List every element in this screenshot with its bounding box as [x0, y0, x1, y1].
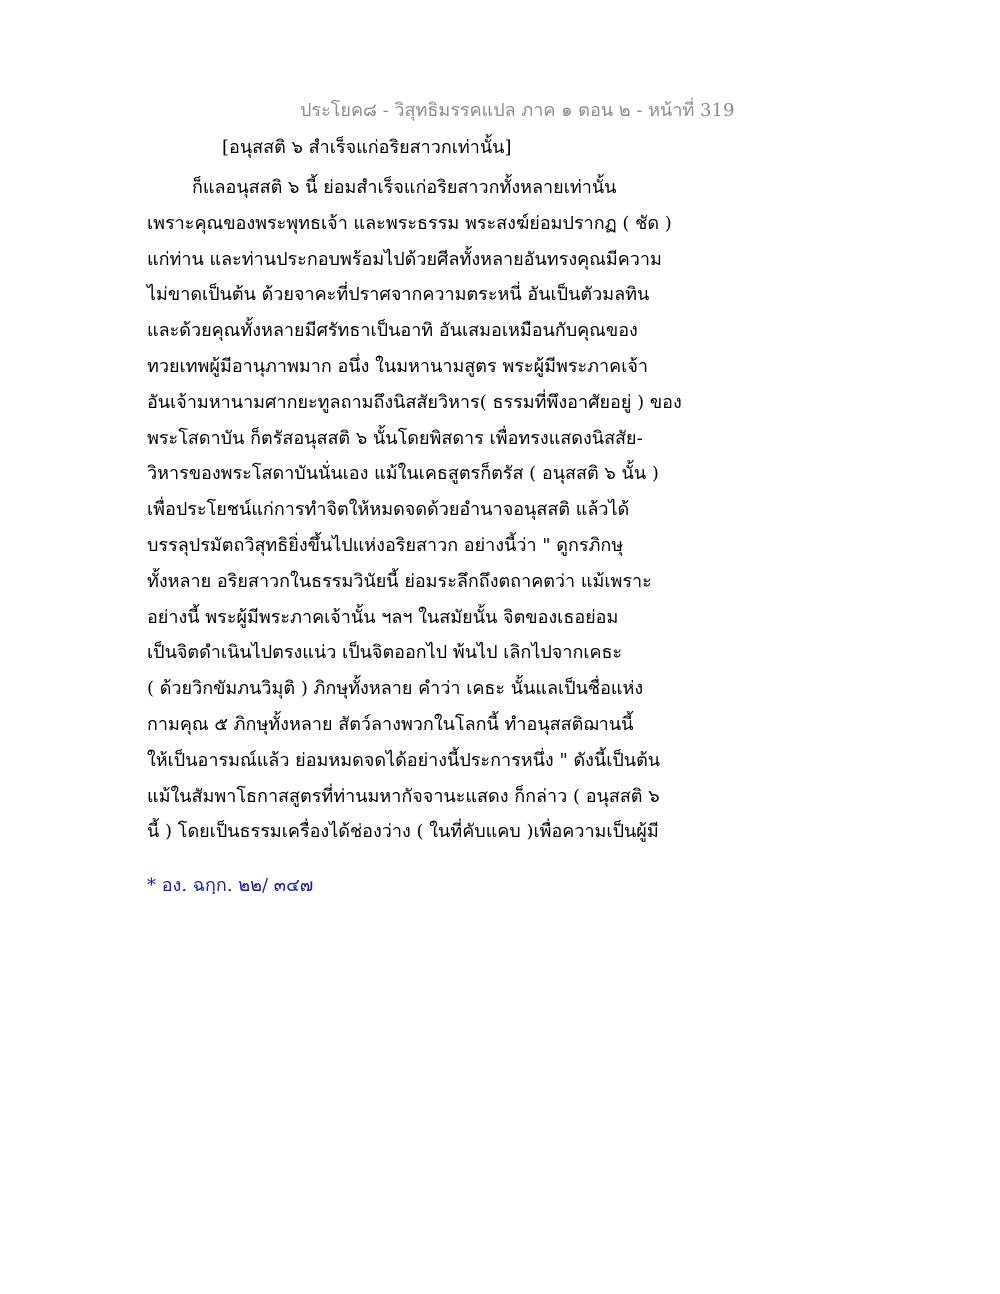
- body-line: ไม่ขาดเป็นต้น ด้วยจาคะที่ปราศจากความตระหนี่ อันเป็นตัวมลทิน: [147, 284, 650, 306]
- body-line: แม้ในสัมพาโธกาสสูตรที่ท่านมหากัจจานะแสดง ก็กล่าว ( อนุสสติ ๖: [147, 785, 660, 807]
- body-line: และด้วยคุณทั้งหลายมีศรัทธาเป็นอาทิ อันเสมอเหมือนกับคุณของ: [147, 320, 638, 342]
- body-line: ทั้งหลาย อริยสาวกในธรรมวินัยนี้ ย่อมระลึกถึงตถาคตว่า แม้เพราะ: [147, 570, 652, 592]
- body-line: นี้ ) โดยเป็นธรรมเครื่องได้ช่องว่าง ( ในที่คับแคบ )เพื่อความเป็นผู้มี: [147, 821, 659, 843]
- body-line: แก่ท่าน และท่านประกอบพร้อมไปด้วยศีลทั้งหลายอันทรงคุณมีความ: [147, 248, 662, 270]
- body-line: วิหารของพระโสดาบันนั่นเอง แม้ในเคธสูตรก็ตรัส ( อนุสสติ ๖ นั้น ): [147, 463, 659, 485]
- body-line: เป็นจิตดำเนินไปตรงแน่ว เป็นจิตออกไป พ้นไป เลิกไปจากเคธะ: [147, 642, 623, 664]
- body-line: บรรลุปรมัตถวิสุทธิยิ่งขึ้นไปแห่งอริยสาวก อย่างนี้ว่า " ดูกรภิกษุ: [147, 534, 624, 556]
- body-line: ( ด้วยวิกขัมภนวิมุติ ) ภิกษุทั้งหลาย คำว่า เคธะ นั้นแลเป็นชื่อแห่ง: [147, 678, 644, 700]
- body-paragraph: [147, 170, 682, 850]
- body-line: ก็แลอนุสสติ ๖ นี้ ย่อมสำเร็จแก่อริยสาวกทั้งหลายเท่านั้น: [192, 177, 617, 198]
- footnote-reference: * อง. ฉกฺก. ๒๒/ ๓๔๗: [147, 875, 314, 896]
- body-line: อันเจ้ามหานามศากยะทูลถามถึงนิสสัยวิหาร( ธรรมที่พึงอาศัยอยู่ ) ของ: [147, 391, 682, 413]
- body-line: พระโสดาบัน ก็ตรัสอนุสสติ ๖ นั้นโดยพิสดาร เพื่อทรงแสดงนิสสัย-: [147, 427, 643, 449]
- section-title: [อนุสสติ ๖ สำเร็จแก่อริยสาวกเท่านั้น]: [222, 137, 512, 158]
- body-line: กามคุณ ๕ ภิกษุทั้งหลาย สัตว์ลางพวกในโลกนี้ ทำอนุสสติฌานนี้: [147, 713, 634, 735]
- body-line: ทวยเทพผู้มีอานุภาพมาก อนึ่ง ในมหานามสูตร พระผู้มีพระภาคเจ้า: [147, 355, 649, 377]
- running-header: ประโยค๘ - วิสุทธิมรรคแปล ภาค ๑ ตอน ๒ - หน้าที่ 319: [300, 100, 735, 121]
- body-line: อย่างนี้ พระผู้มีพระภาคเจ้านั้น ฯลฯ ในสมัยนั้น จิตของเธอย่อม: [147, 606, 619, 628]
- body-line: เพราะคุณของพระพุทธเจ้า และพระธรรม พระสงฆ์ย่อมปรากฏ ( ชัด ): [147, 212, 672, 234]
- body-line: เพื่อประโยชน์แก่การทำจิตให้หมดจดด้วยอำนาจอนุสสติ แล้วได้: [147, 499, 630, 521]
- body-line: ให้เป็นอารมณ์แล้ว ย่อมหมดจดได้อย่างนี้ประการหนึ่ง " ดังนี้เป็นต้น: [147, 749, 661, 771]
